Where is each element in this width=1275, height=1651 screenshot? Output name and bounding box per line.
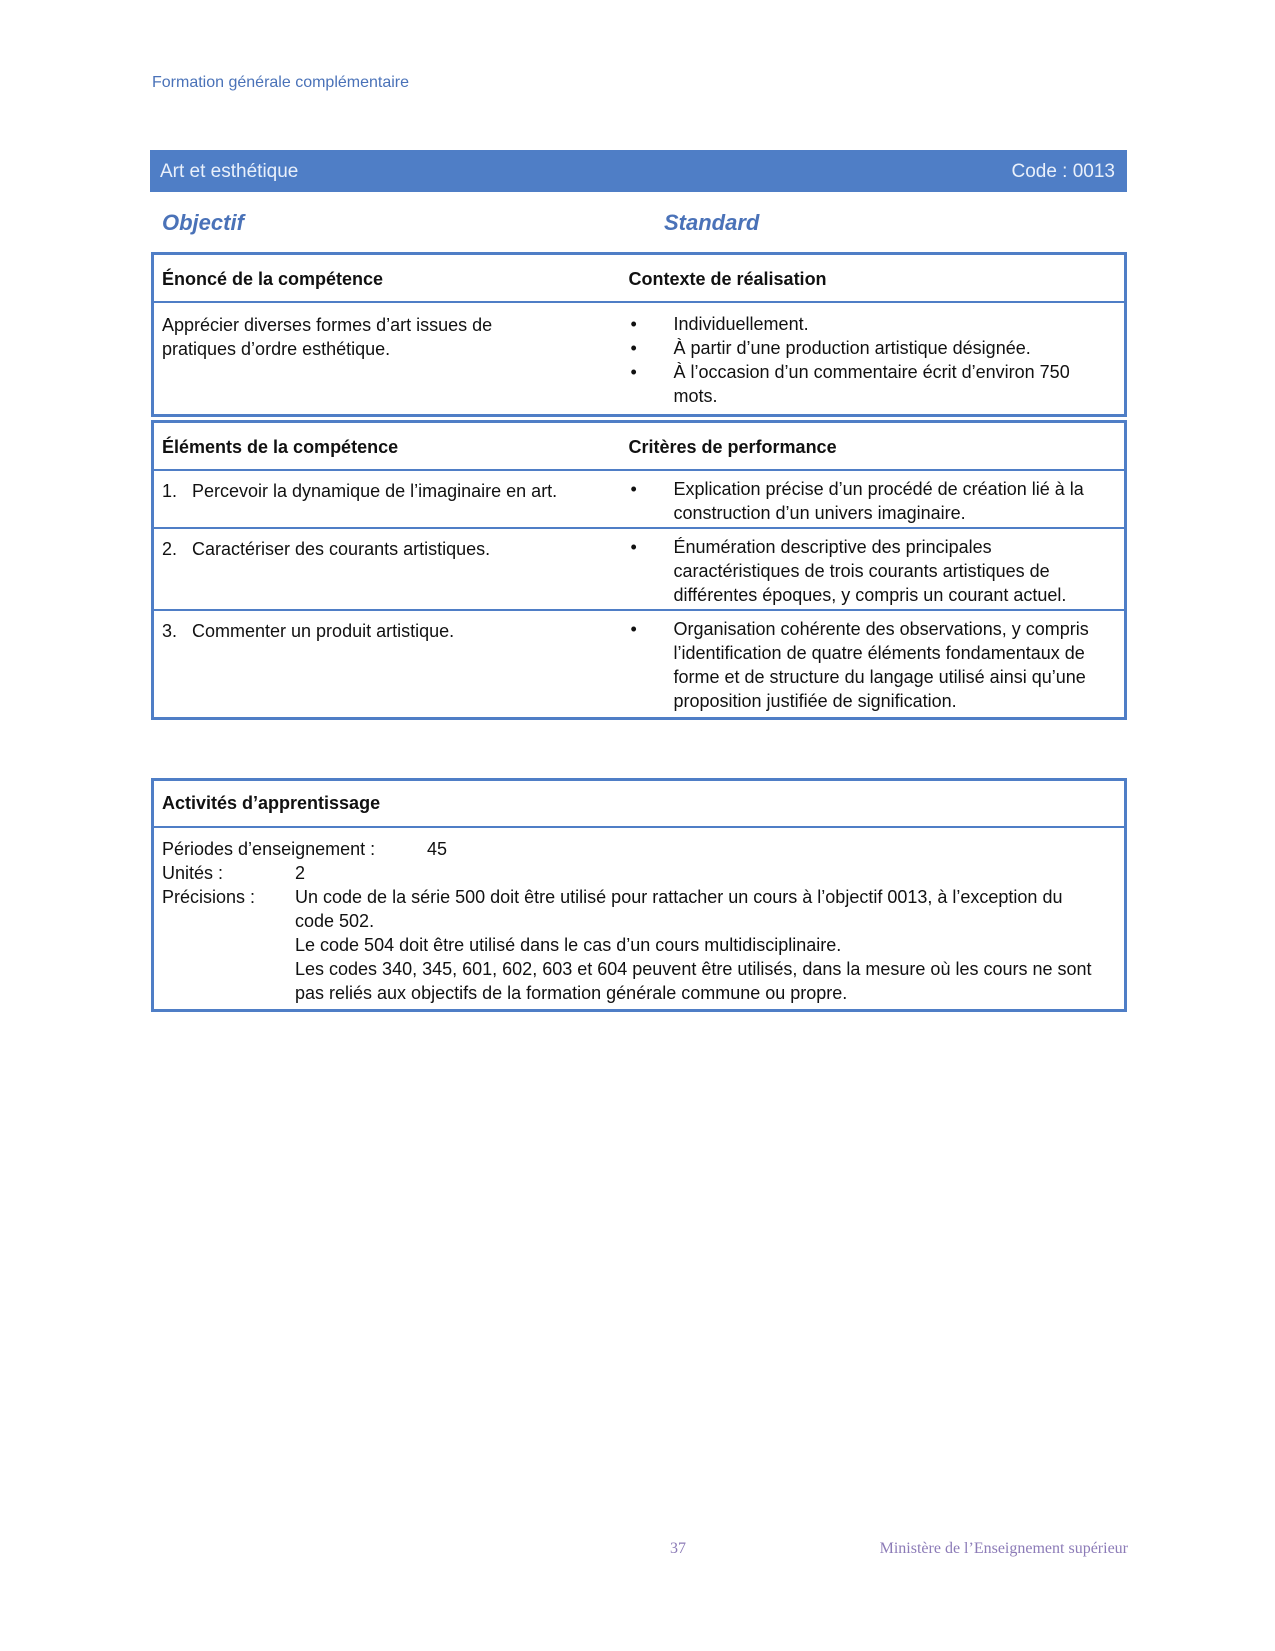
activities-header: Activités d’apprentissage xyxy=(162,793,381,813)
precision-paragraph: Les codes 340, 345, 601, 602, 603 et 604 peuvent être utilisés, dans la mesure où les cours ne sont pas reliés aux objectifs de la formation générale commune ou propre. xyxy=(295,959,1092,1003)
table-row xyxy=(153,470,1126,528)
criteria-header: Critères de performance xyxy=(628,437,837,457)
context-list xyxy=(621,302,1126,416)
competence-table xyxy=(151,252,1127,417)
section-heads xyxy=(160,210,1120,240)
precision-paragraph: Un code de la série 500 doit être utilisé pour rattacher un cours à l’objectif 0013, à l’exception du code 502. xyxy=(295,887,1063,931)
criteria-item: • Organisation cohérente des observations, y compris l’identification de quatre éléments fondamentaux de forme et de structure du langage utilisé ainsi qu’une proposition justifiée de signification. xyxy=(629,617,1117,713)
element-item xyxy=(162,537,613,561)
units-label: Unités : xyxy=(162,863,224,883)
course-code: Code : 0013 xyxy=(1011,161,1115,182)
element-number: 2. xyxy=(162,539,178,559)
competence-statement xyxy=(153,302,621,416)
statement-line: Apprécier diverses formes d’art issues de xyxy=(162,315,493,335)
title-bar xyxy=(150,150,1127,192)
element-item xyxy=(162,619,613,643)
element-text: Percevoir la dynamique de l’imaginaire en art. xyxy=(192,481,558,501)
running-head: Formation générale complémentaire xyxy=(152,74,410,91)
context-item: • À partir d’une production artistique désignée. xyxy=(629,336,1117,360)
units-value: 2 xyxy=(295,863,306,883)
precisions-text xyxy=(295,885,1095,1005)
activities-box xyxy=(151,778,1127,1012)
element-number: 3. xyxy=(162,621,178,641)
footer-organization: Ministère de l’Enseignement supérieur xyxy=(879,1540,1128,1557)
elements-table xyxy=(151,420,1127,720)
page-number: 37 xyxy=(670,1540,686,1557)
subject-title: Art et esthétique xyxy=(160,161,299,182)
element-item xyxy=(162,479,613,503)
context-item: • Individuellement. xyxy=(629,312,1117,336)
context-header: Contexte de réalisation xyxy=(628,269,827,289)
element-text: Commenter un produit artistique. xyxy=(192,621,455,641)
periods-value: 45 xyxy=(427,839,448,859)
standard-heading: Standard xyxy=(664,210,760,235)
statement-line: pratiques d’ordre esthétique. xyxy=(162,339,391,359)
table-row xyxy=(153,528,1126,610)
table-row xyxy=(153,610,1126,719)
criteria-item: • Explication précise d’un procédé de création lié à la construction d’un univers imaginaire. xyxy=(629,477,1117,525)
objective-heading: Objectif xyxy=(162,210,244,235)
elements-header: Éléments de la compétence xyxy=(162,437,399,457)
element-text: Caractériser des courants artistiques. xyxy=(192,539,491,559)
criteria-item: • Énumération descriptive des principales caractéristiques de trois courants artistiques de différentes époques, y compris un courant actuel. xyxy=(629,535,1117,607)
element-number: 1. xyxy=(162,481,178,501)
periods-label: Périodes d’enseignement : xyxy=(162,839,376,859)
precision-paragraph: Le code 504 doit être utilisé dans le cas d’un cours multidisciplinaire. xyxy=(295,935,842,955)
context-item: • À l’occasion d’un commentaire écrit d’environ 750 mots. xyxy=(629,360,1117,408)
precisions-label: Précisions : xyxy=(162,887,256,907)
competence-header: Énoncé de la compétence xyxy=(162,269,384,289)
activities-divider xyxy=(154,826,1124,828)
